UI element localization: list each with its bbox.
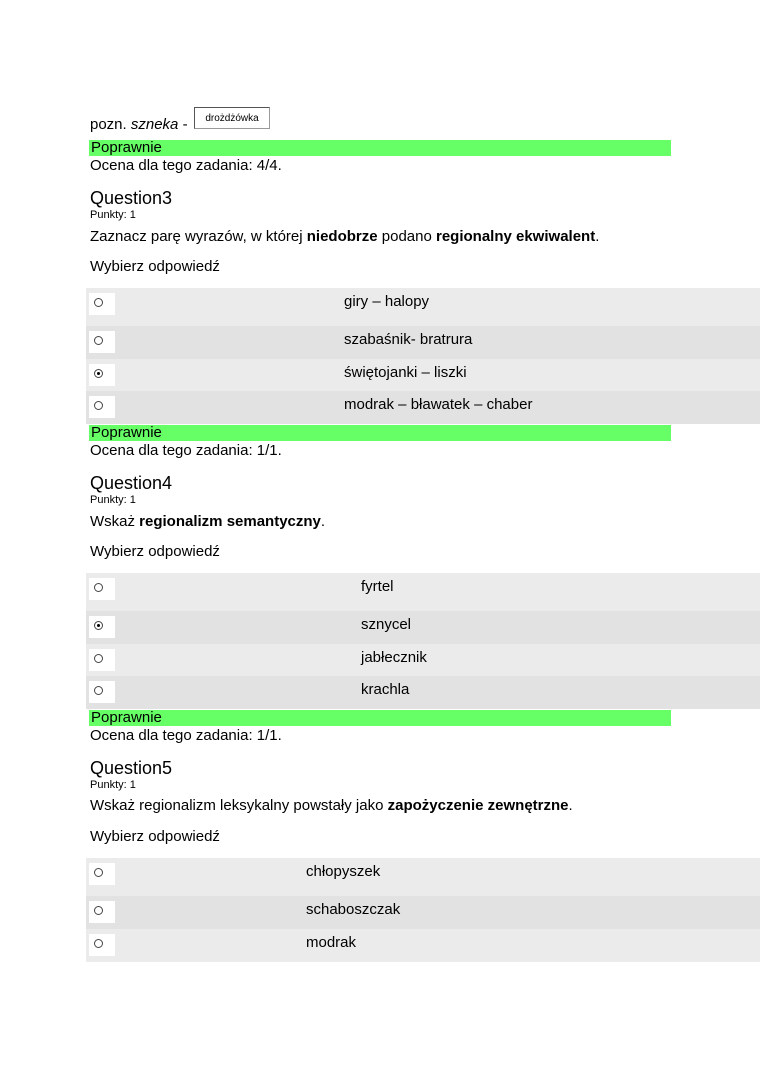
radio-cell bbox=[89, 293, 115, 315]
q5-prompt bbox=[90, 797, 573, 814]
q4-prompt bbox=[90, 513, 325, 530]
q3-prompt-a: Zaznacz parę wyrazów, w której bbox=[90, 228, 307, 245]
prev-question-line bbox=[90, 116, 188, 133]
q3-prompt-d: regionalny ekwiwalent bbox=[435, 228, 596, 245]
radio-button[interactable] bbox=[94, 868, 103, 877]
radio-cell bbox=[89, 934, 115, 956]
q5-option-label: chłopyszek bbox=[306, 863, 381, 880]
radio-button[interactable] bbox=[94, 583, 103, 592]
q5-option-row[interactable] bbox=[86, 896, 760, 929]
q5-number: 5 bbox=[162, 758, 173, 778]
q5-option-row[interactable] bbox=[86, 858, 760, 896]
q3-title bbox=[90, 188, 172, 209]
prev-answer-field[interactable]: drożdżówka bbox=[194, 107, 270, 129]
q3-option-label: świętojanki – liszki bbox=[344, 364, 467, 381]
q3-prompt bbox=[90, 228, 599, 245]
q3-status-banner: Poprawnie bbox=[89, 425, 671, 441]
radio-button[interactable] bbox=[94, 654, 103, 663]
q4-option-row[interactable] bbox=[86, 611, 760, 644]
q3-option-label: modrak – bławatek – chaber bbox=[344, 396, 533, 413]
radio-button[interactable] bbox=[94, 686, 103, 695]
radio-button[interactable] bbox=[94, 401, 103, 410]
q3-option-row[interactable] bbox=[86, 359, 760, 391]
q3-option-row[interactable] bbox=[86, 288, 760, 326]
q4-number: 4 bbox=[162, 473, 173, 493]
q3-option-row[interactable] bbox=[86, 326, 760, 359]
q4-option-label: fyrtel bbox=[361, 578, 394, 595]
q5-choose-label: Wybierz odpowiedź bbox=[90, 828, 220, 845]
prev-status-banner: Poprawnie bbox=[89, 140, 671, 156]
radio-cell bbox=[89, 396, 115, 418]
q3-choose-label: Wybierz odpowiedź bbox=[90, 258, 220, 275]
q3-option-label: giry – halopy bbox=[344, 293, 430, 310]
radio-cell bbox=[89, 331, 115, 353]
q4-points: Punkty: 1 bbox=[90, 494, 136, 506]
radio-button[interactable] bbox=[94, 336, 103, 345]
q3-title-prefix: Question bbox=[90, 188, 163, 208]
q4-option-label: krachla bbox=[361, 681, 410, 698]
radio-cell bbox=[89, 681, 115, 703]
prev-prefix: pozn. bbox=[90, 116, 127, 133]
q3-prompt-b: niedobrze bbox=[306, 228, 378, 245]
radio-cell bbox=[89, 578, 115, 600]
q5-title-prefix: Question bbox=[90, 758, 163, 778]
q3-option-label: szabaśnik- bratrura bbox=[344, 331, 473, 348]
q4-prompt-a: Wskaż bbox=[90, 513, 140, 530]
q3-points: Punkty: 1 bbox=[90, 209, 136, 221]
q4-option-label: sznycel bbox=[361, 616, 412, 633]
q4-status-banner: Poprawnie bbox=[89, 710, 671, 726]
q5-option-label: schaboszczak bbox=[306, 901, 401, 918]
q4-choose-label: Wybierz odpowiedź bbox=[90, 543, 220, 560]
q4-title bbox=[90, 473, 172, 494]
q4-prompt-b: regionalizm semantyczny bbox=[139, 513, 321, 530]
q4-option-row[interactable] bbox=[86, 573, 760, 611]
q4-prompt-c: . bbox=[320, 513, 326, 530]
q4-title-prefix: Question bbox=[90, 473, 163, 493]
q4-grade: Ocena dla tego zadania: 1/1. bbox=[90, 727, 282, 744]
q4-option-label: jabłecznik bbox=[361, 649, 427, 666]
radio-button[interactable] bbox=[94, 906, 103, 915]
radio-cell bbox=[89, 616, 115, 638]
prev-grade: Ocena dla tego zadania: 4/4. bbox=[90, 157, 282, 174]
q3-prompt-c: podano bbox=[377, 228, 436, 245]
radio-cell bbox=[89, 863, 115, 885]
q3-number: 3 bbox=[162, 188, 173, 208]
q4-option-row[interactable] bbox=[86, 676, 760, 709]
radio-button[interactable] bbox=[94, 939, 103, 948]
radio-button-selected[interactable] bbox=[94, 369, 103, 378]
radio-cell bbox=[89, 649, 115, 671]
q5-points: Punkty: 1 bbox=[90, 779, 136, 791]
q5-prompt-a: Wskaż regionalizm leksykalny powstały jako bbox=[90, 797, 388, 814]
q5-prompt-c: . bbox=[568, 797, 573, 814]
q3-option-row[interactable] bbox=[86, 391, 760, 424]
radio-cell bbox=[89, 364, 115, 386]
radio-button[interactable] bbox=[94, 298, 103, 307]
q3-grade: Ocena dla tego zadania: 1/1. bbox=[90, 442, 282, 459]
q5-option-row[interactable] bbox=[86, 929, 760, 962]
q5-option-label: modrak bbox=[306, 934, 357, 951]
q5-prompt-b: zapożyczenie zewnętrzne bbox=[387, 797, 569, 814]
q5-title bbox=[90, 758, 172, 779]
radio-cell bbox=[89, 901, 115, 923]
prev-word: szneka bbox=[130, 116, 179, 133]
radio-button-selected[interactable] bbox=[94, 621, 103, 630]
q3-prompt-e: . bbox=[595, 228, 600, 245]
q4-option-row[interactable] bbox=[86, 644, 760, 676]
prev-dash: - bbox=[182, 116, 188, 133]
